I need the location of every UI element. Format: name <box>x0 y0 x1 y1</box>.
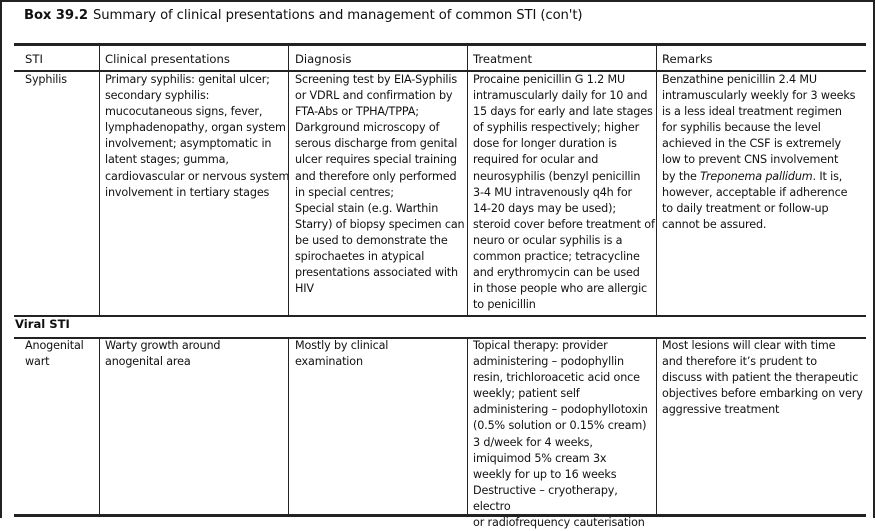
box-title-text: Summary of clinical presentations and management of common STI (con't) <box>92 8 583 23</box>
remarks-text: . It is, however, acceptable if adherence to daily treatment or follow-up cannot be assured. <box>662 169 848 231</box>
table-top-rule <box>14 43 866 46</box>
header-clinical-presentations: Clinical presentations <box>105 52 230 66</box>
cell-remarks-anogenital-wart: Most lesions will clear with time and therefore it’s prudent to discuss with patient the therapeutic objectives before embarking on very aggressive treatment <box>662 339 863 417</box>
cell-treatment-anogenital-wart: Topical therapy: provider administering – podophyllin resin, trichloroacetic acid once weekly; patient self administering – podophyllotoxin (0.5% solution or 0.15% cream) 3 d/week for 4 weeks, imiquimod 5% cream 3x weekly for up to 16 weeks Destructive – cryotherapy, electro or radiofrequency cauterisation <box>473 339 648 530</box>
cell-remarks-syphilis <box>662 72 872 233</box>
header-diagnosis: Diagnosis <box>295 52 352 66</box>
cell-diagnosis-syphilis: Screening test by EIA-Syphilis or VDRL and confirmation by FTA-Abs or TPHA/TPPA; Darkground microscopy of serous discharge from genital ulcer requires special training and therefore only performed in special centres; Special stain (e.g. Warthin Starry) of biopsy specimen can be used to demonstrate the spirochaetes in atypical presentations associated with HIV <box>295 73 465 296</box>
section-label-viral-sti: Viral STI <box>15 317 70 331</box>
cell-treatment-syphilis: Procaine penicillin G 1.2 MU intramuscularly daily for 10 and 15 days for early and late stages of syphilis respectively; higher dose for longer duration is required for ocular and neurosyphilis (benzyl penicillin 3-4 MU intravenously q4h for 14-20 days may be used); steroid cover before treatment of neuro or ocular syphilis is a common practice; tetracycline and erythromycin can be used in those people who are allergic to penicillin <box>473 73 655 312</box>
column-divider <box>99 338 100 514</box>
organism-name: Treponema pallidum <box>700 169 813 183</box>
cell-clinical-anogenital-wart: Warty growth around anogenital area <box>105 339 221 369</box>
box-number: Box 39.2 <box>24 8 88 23</box>
section-top-rule <box>14 315 866 317</box>
header-sti: STI <box>25 52 43 66</box>
table-bottom-rule <box>14 514 866 517</box>
remarks-text: Benzathine penicillin 2.4 MU intramuscularly weekly for 3 weeks is a less ideal treatment regimen for syphilis because the level achieved in the CSF is extremely low to prevent CNS involvement by the <box>662 73 856 183</box>
header-remarks: Remarks <box>662 52 713 66</box>
cell-sti-anogenital-wart: Anogenital wart <box>25 339 84 369</box>
cell-clinical-syphilis: Primary syphilis: genital ulcer; secondary syphilis: mucocutaneous signs, fever, lymphadenopathy, organ system involvement; asymptomatic in latent stages; gumma, cardiovascular or nervous system involvement in tertiary stages <box>105 73 290 199</box>
box-title <box>24 8 582 23</box>
cell-diagnosis-anogenital-wart: Mostly by clinical examination <box>295 339 389 369</box>
cell-sti-syphilis: Syphilis <box>25 73 67 86</box>
header-treatment: Treatment <box>473 52 532 66</box>
column-divider <box>99 46 100 315</box>
